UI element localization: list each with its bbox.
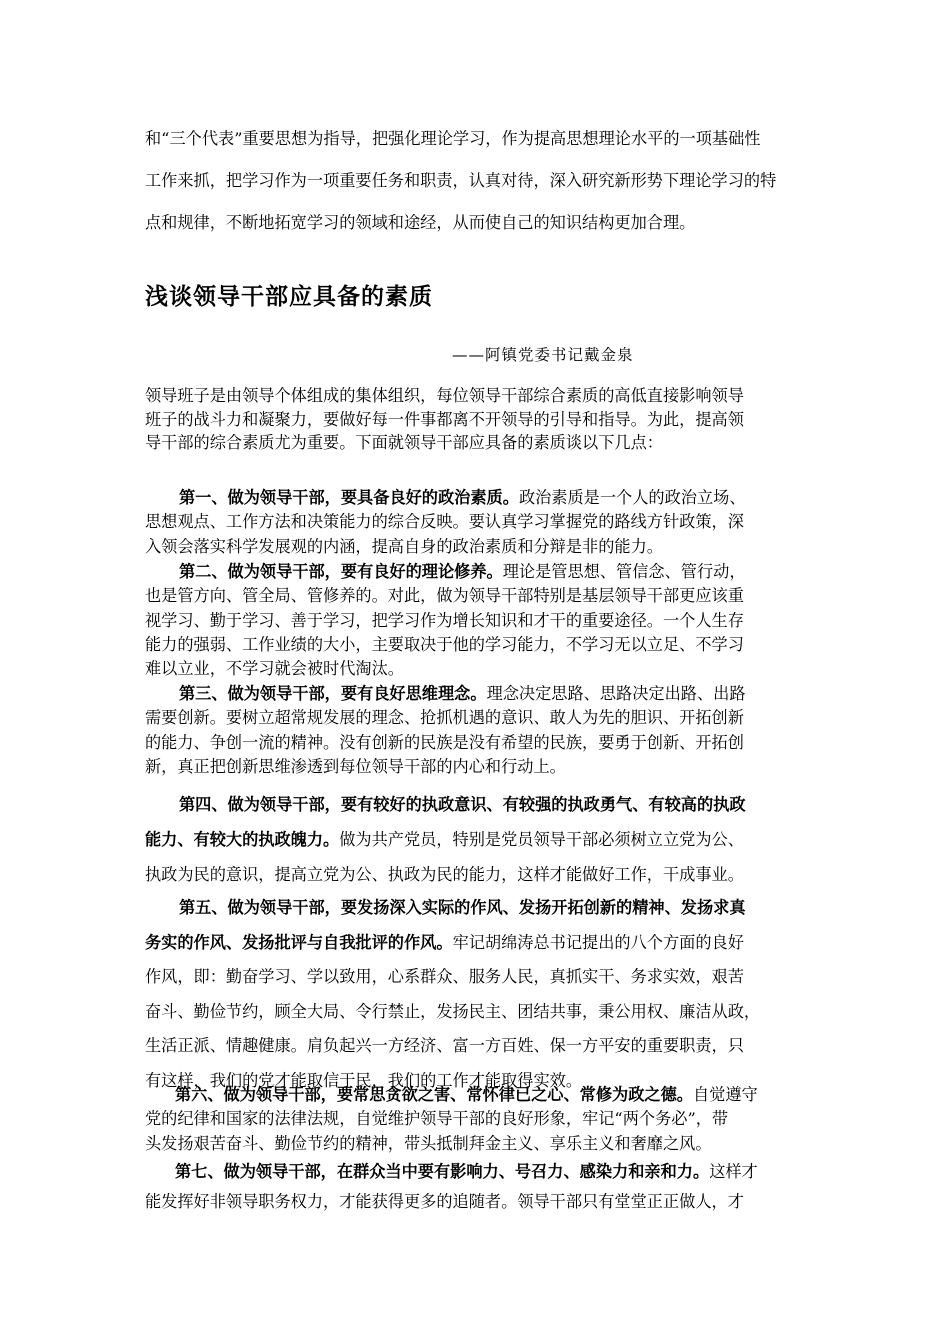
text-line: 导干部的综合素质尤为重要。下面就领导干部应具备的素质谈以下几点： [145, 433, 663, 452]
text-line: 能力的强弱、工作业绩的大小，主要取决于他的学习能力，不学习无以立足、不学习 [145, 634, 744, 654]
point-text: 自觉遵守 [693, 1085, 758, 1104]
text-line: 班子的战斗力和凝聚力，要做好每一件事都离不开领导的引导和指导。为此，提高领 [145, 409, 744, 429]
point-heading: 第六、做为领导干部，要常思贪欲之害、常怀律已之心、常修为政之德。 [175, 1085, 693, 1104]
text-line [145, 1157, 815, 1187]
text-line: 点和规律，不断地拓宽学习的领域和途经，从而使自己的知识结构更加合理。 [145, 213, 696, 232]
point-6-paragraph [145, 1083, 815, 1156]
point-1-paragraph [145, 486, 815, 559]
point-heading: 第三、做为领导干部，要有良好思维理念。 [179, 684, 487, 703]
point-text: 政治素质是一个人的政治立场、 [518, 488, 746, 507]
point-text: 理论是管思想、管信念、管行动， [502, 562, 746, 581]
text-line: 也是管方向、管全局、管修养的。对此，做为领导干部特别是基层领导干部更应该重 [145, 586, 744, 606]
text-line: 头发扬艰苦奋斗、勤俭节约的精神，带头抵制拜金主义、享乐主义和奢靡之风。 [145, 1133, 712, 1153]
point-5-paragraph [145, 891, 815, 1099]
text-line [145, 486, 815, 510]
point-heading: 务实的作风、发扬批评与自我批评的作风。 [145, 932, 453, 952]
text-line: 思想观点、工作方法和决策能力的综合反映。要认真学习掌握党的路线方针政策，深 [145, 512, 744, 532]
point-2-paragraph [145, 560, 815, 681]
article-byline: ——阿镇党委书记戴金泉 [452, 346, 634, 364]
text-line: 党的纪律和国家的法律法规，自觉维护领导干部的良好形象，牢记“两个务必”，带 [145, 1109, 729, 1129]
point-heading: 第七、做为领导干部，在群众当中要有影响力、号召力、感染力和亲和力。 [175, 1162, 710, 1181]
text-line: 入领会落实科学发展观的内涵，提高自身的政治素质和分辩是非的能力。 [145, 536, 663, 556]
text-line: 和“三个代表”重要思想为指导，把强化理论学习，作为提高思想理论水平的一项基础性 [145, 129, 761, 148]
point-heading: 第四、做为领导干部，要有较好的执政意识、有较强的执政勇气、有较高的执政 [179, 795, 746, 814]
text-line: 工作来抓，把学习作为一项重要任务和职责，认真对待，深入研究新形势下理论学习的特 [145, 171, 777, 190]
point-heading: 能力、有较大的执政魄力。 [145, 830, 340, 849]
point-text: 理念决定思路、思路决定出路、出路 [486, 684, 746, 703]
text-line [145, 787, 815, 822]
text-line [145, 682, 815, 706]
point-text: 做为共产党员，特别是党员领导干部必须树立立党为公、 [339, 830, 744, 849]
text-line: 难以立业，不学习就会被时代淘汰。 [145, 659, 404, 679]
text-line: 奋斗、勤俭节约，顾全大局、令行禁止，发扬民主、团结共事，秉公用权、廉洁从政， [145, 1001, 761, 1021]
text-line [145, 1083, 815, 1107]
text-line: 能发挥好非领导职务权力，才能获得更多的追随者。领导干部只有堂堂正正做人，才 [145, 1192, 744, 1211]
text-line [145, 926, 815, 961]
text-line: 领导班子是由领导个体组成的集体组织，每位领导干部综合素质的高低直接影响领导 [145, 386, 744, 405]
point-heading: 第二、做为领导干部，要有良好的理论修养。 [179, 562, 503, 581]
text-line: 作风，即：勤奋学习、学以致用，心系群众、服务人民，真抓实干、务求实效，艰苦 [145, 967, 744, 987]
text-line: 视学习、勤于学习、善于学习，把学习作为增长知识和才干的重要途径。一个人生存 [145, 610, 744, 630]
text-line: 生活正派、情趣健康。肩负起兴一方经济、富一方百姓、保一方平安的重要职责，只 [145, 1036, 744, 1056]
point-3-paragraph [145, 682, 815, 779]
article-title: 浅谈领导干部应具备的素质 [145, 284, 433, 310]
point-heading: 第五、做为领导干部，要发扬深入实际的作风、发扬开拓创新的精神、发扬求真 [179, 898, 746, 917]
text-line: 的能力、争创一流的精神。没有创新的民族是没有希望的民族，要勇于创新、开拓创 [145, 732, 744, 752]
text-line [145, 891, 815, 926]
point-7-paragraph [145, 1157, 815, 1217]
point-text: 这样才 [709, 1162, 758, 1181]
text-line [145, 560, 815, 584]
text-line: 执政为民的意识，提高立党为公、执政为民的能力，这样才能做好工作，干成事业。 [145, 865, 744, 884]
text-line: 新，真正把创新思维渗透到每位领导干部的内心和行动上。 [145, 756, 566, 776]
text-line [145, 822, 815, 857]
point-4-paragraph [145, 787, 815, 892]
opening-paragraph [145, 384, 815, 455]
point-text: 牢记胡绵涛总书记提出的八个方面的良好 [452, 932, 744, 952]
text-line: 需要创新。要树立超常规发展的理念、抢抓机遇的意识、敢人为先的胆识、开拓创新 [145, 708, 744, 728]
point-heading: 第一、做为领导干部，要具备良好的政治素质。 [179, 488, 519, 507]
intro-paragraph [145, 118, 815, 244]
text-line: 有这样，我们的党才能取信于民，我们的工作才能取得实效。 [145, 1070, 583, 1090]
